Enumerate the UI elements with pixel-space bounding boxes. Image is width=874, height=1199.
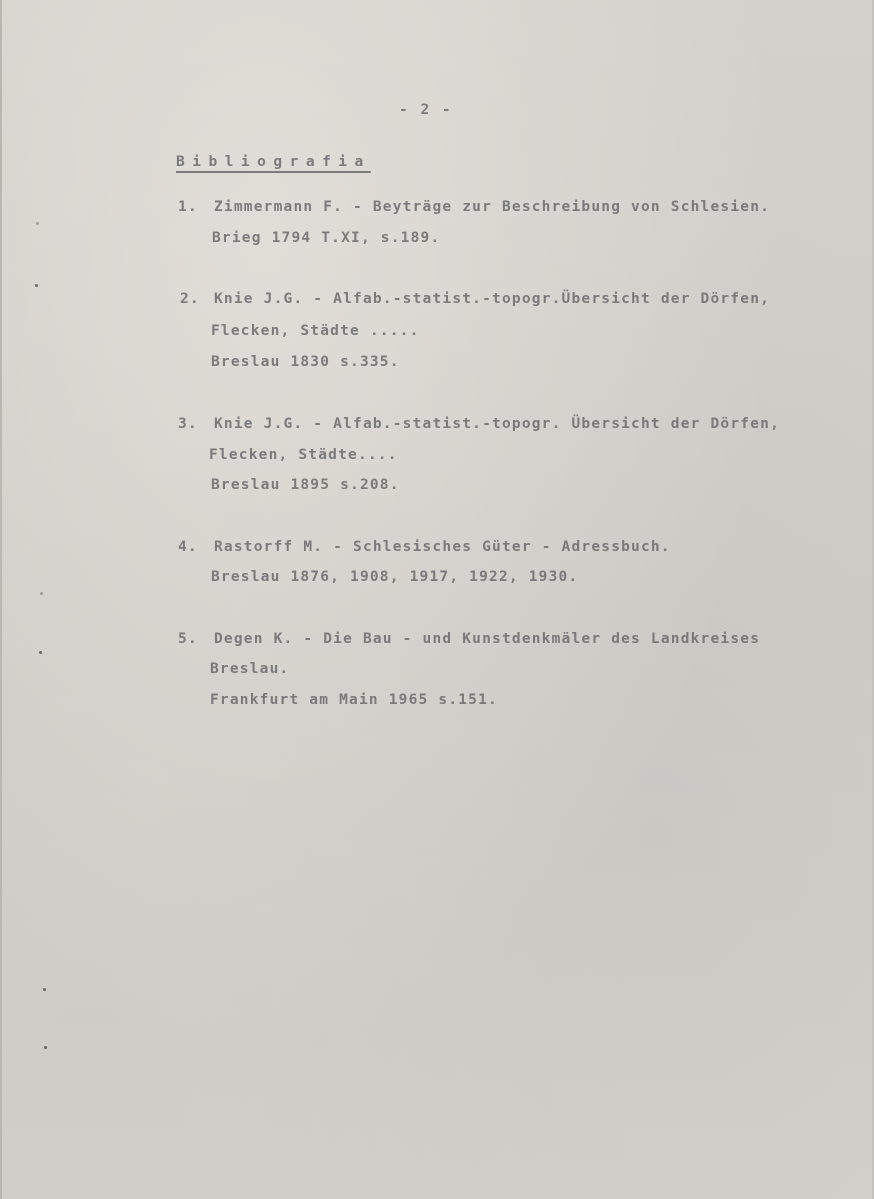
page-number: - 2 - — [399, 102, 453, 118]
entry-5-line-1: Degen K. - Die Bau - und Kunstdenkmäler des Landkreises — [214, 631, 761, 647]
entry-2-line-2: Flecken, Städte ..... — [211, 323, 420, 339]
entry-1-number: 1. — [178, 199, 198, 215]
entry-3-line-2: Flecken, Städte.... — [209, 447, 398, 463]
entry-3-number: 3. — [178, 416, 198, 432]
paper-speck — [36, 222, 39, 225]
paper-speck — [35, 284, 38, 287]
paper-speck — [40, 592, 43, 595]
entry-2-line-3: Breslau 1830 s.335. — [211, 354, 400, 370]
entry-2-number: 2. — [180, 291, 200, 307]
paper-speck — [43, 988, 46, 991]
entry-4-line-1: Rastorff M. - Schlesisches Güter - Adressbuch. — [214, 539, 671, 555]
entry-1-line-1: Zimmermann F. - Beyträge zur Beschreibung von Schlesien. — [214, 199, 771, 215]
paper-speck — [39, 651, 42, 654]
entry-4-line-2: Breslau 1876, 1908, 1917, 1922, 1930. — [211, 569, 579, 585]
entry-5-number: 5. — [178, 631, 198, 647]
paper-speck — [44, 1046, 47, 1049]
entry-3-line-3: Breslau 1895 s.208. — [211, 477, 400, 493]
entry-2-line-1: Knie J.G. - Alfab.-statist.-topogr.Übersicht der Dörfen, — [214, 291, 771, 307]
entry-1-line-2: Brieg 1794 T.XI, s.189. — [212, 230, 441, 246]
entry-5-line-2: Breslau. — [210, 661, 290, 677]
entry-4-number: 4. — [178, 539, 198, 555]
entry-3-line-1: Knie J.G. - Alfab.-statist.-topogr. Übersicht der Dörfen, — [214, 416, 780, 432]
entry-5-line-3: Frankfurt am Main 1965 s.151. — [210, 692, 498, 708]
bibliography-heading: Bibliografia — [176, 154, 371, 170]
